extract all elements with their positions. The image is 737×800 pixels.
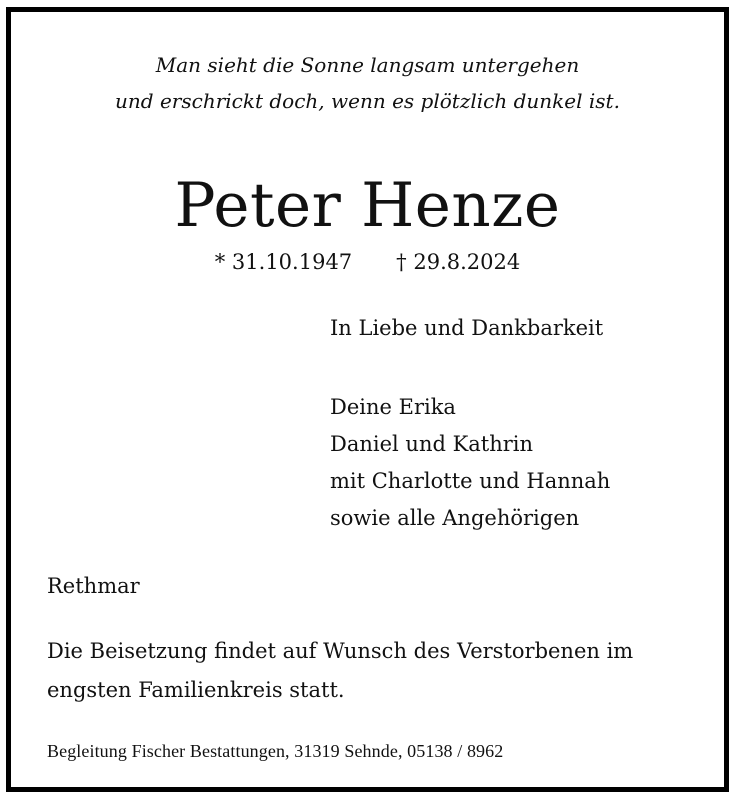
mourner-name: Deine Erika: [330, 395, 456, 419]
birth-date: * 31.10.1947: [214, 250, 353, 274]
life-dates: [11, 248, 724, 276]
deceased-name: Peter Henze: [174, 170, 561, 241]
mourners-list: [330, 389, 610, 537]
death-date: † 29.8.2024: [396, 250, 521, 274]
place-name: Rethmar: [47, 574, 140, 598]
notice-line-2: engsten Familienkreis statt.: [47, 678, 345, 702]
motto-line-2: und erschrickt doch, wenn es plötzlich dunkel ist.: [115, 89, 620, 113]
notice-line-1: Die Beisetzung findet auf Wunsch des Verstorbenen im: [47, 639, 634, 663]
mourners-intro: In Liebe und Dankbarkeit: [330, 316, 604, 340]
mourner-name: Daniel und Kathrin: [330, 432, 534, 456]
mourner-name: mit Charlotte und Hannah: [330, 469, 611, 493]
undertaker-info: Begleitung Fischer Bestattungen, 31319 Sehnde, 05138 / 8962: [47, 741, 504, 761]
motto-quote: [11, 47, 724, 119]
funeral-notice: [47, 632, 697, 710]
motto-line-1: Man sieht die Sonne langsam untergehen: [155, 53, 580, 77]
obituary-frame: [6, 7, 729, 792]
mourner-name: sowie alle Angehörigen: [330, 506, 580, 530]
